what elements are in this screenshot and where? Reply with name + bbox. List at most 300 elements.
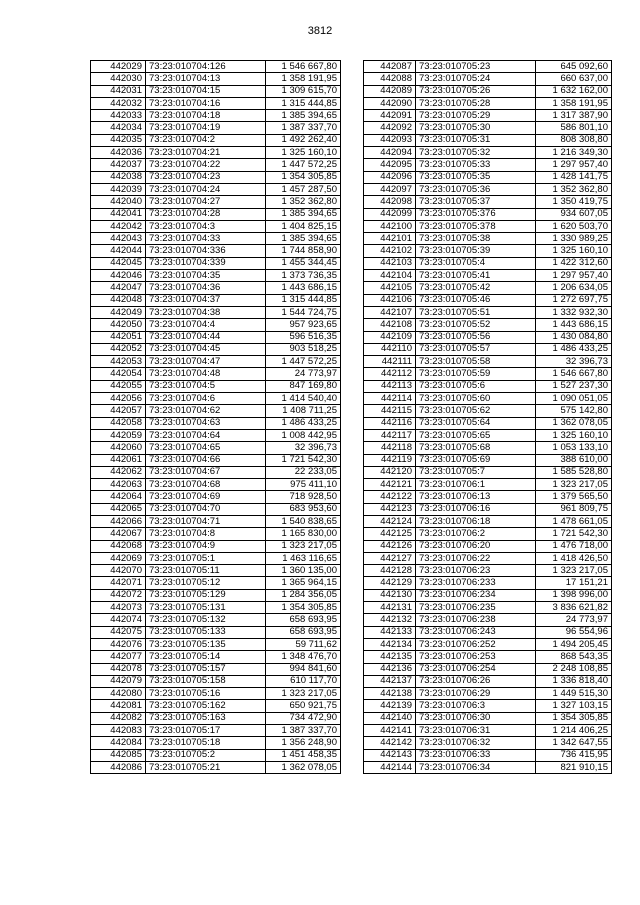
left-table (90, 60, 341, 774)
row-number-cell: 442080 (91, 688, 146, 700)
row-number-cell: 442081 (91, 700, 146, 712)
row-number-cell: 442099 (364, 208, 416, 220)
row-number-cell: 442035 (91, 134, 146, 146)
row-number-cell: 442058 (91, 417, 146, 429)
row-number-cell: 442092 (364, 122, 416, 134)
row-number-cell: 442103 (364, 257, 416, 269)
cadastral-number-cell: 73:23:010705:64 (416, 417, 536, 429)
cadastral-value-cell: 1 008 442,95 (266, 429, 341, 441)
cadastral-number-cell: 73:23:010706:13 (416, 491, 536, 503)
table-row (91, 442, 341, 454)
row-number-cell: 442109 (364, 331, 416, 343)
cadastral-value-cell: 1 492 262,40 (266, 134, 341, 146)
cadastral-number-cell: 73:23:010704:67 (146, 466, 266, 478)
table-row (364, 515, 612, 527)
table-row (364, 393, 612, 405)
cadastral-number-cell: 73:23:010704:3 (146, 220, 266, 232)
cadastral-number-cell: 73:23:010704:63 (146, 417, 266, 429)
row-number-cell: 442110 (364, 343, 416, 355)
row-number-cell: 442102 (364, 245, 416, 257)
table-row (364, 737, 612, 749)
table-row (91, 626, 341, 638)
row-number-cell: 442139 (364, 700, 416, 712)
row-number-cell: 442111 (364, 356, 416, 368)
table-row (364, 97, 612, 109)
cadastral-number-cell: 73:23:010704:36 (146, 282, 266, 294)
row-number-cell: 442112 (364, 368, 416, 380)
table-row (364, 282, 612, 294)
cadastral-number-cell: 73:23:010705:62 (416, 405, 536, 417)
cadastral-value-cell: 1 053 133,10 (536, 442, 612, 454)
cadastral-number-cell: 73:23:010705:38 (416, 233, 536, 245)
cadastral-number-cell: 73:23:010705:46 (416, 294, 536, 306)
table-row (364, 147, 612, 159)
row-number-cell: 442078 (91, 663, 146, 675)
cadastral-number-cell: 73:23:010705:41 (416, 270, 536, 282)
row-number-cell: 442065 (91, 503, 146, 515)
table-row (364, 368, 612, 380)
cadastral-value-cell: 1 387 337,70 (266, 725, 341, 737)
cadastral-number-cell: 73:23:010706:1 (416, 479, 536, 491)
table-row (91, 196, 341, 208)
row-number-cell: 442100 (364, 220, 416, 232)
cadastral-value-cell: 847 169,80 (266, 380, 341, 392)
row-number-cell: 442056 (91, 393, 146, 405)
table-row (91, 454, 341, 466)
cadastral-number-cell: 73:23:010705:42 (416, 282, 536, 294)
cadastral-value-cell: 1 404 825,15 (266, 220, 341, 232)
cadastral-value-cell: 388 610,00 (536, 454, 612, 466)
table-row (91, 171, 341, 183)
cadastral-number-cell: 73:23:010704:6 (146, 393, 266, 405)
row-number-cell: 442144 (364, 761, 416, 773)
cadastral-number-cell: 73:23:010704:126 (146, 61, 266, 73)
cadastral-value-cell: 32 396,73 (536, 356, 612, 368)
cadastral-number-cell: 73:23:010705:21 (146, 761, 266, 773)
cadastral-number-cell: 73:23:010706:16 (416, 503, 536, 515)
cadastral-value-cell: 1 408 711,25 (266, 405, 341, 417)
row-number-cell: 442089 (364, 85, 416, 97)
table-row (91, 233, 341, 245)
cadastral-value-cell: 1 309 615,70 (266, 85, 341, 97)
table-row (91, 577, 341, 589)
cadastral-number-cell: 73:23:010706:30 (416, 712, 536, 724)
row-number-cell: 442082 (91, 712, 146, 724)
cadastral-number-cell: 73:23:010704:38 (146, 306, 266, 318)
row-number-cell: 442055 (91, 380, 146, 392)
cadastral-number-cell: 73:23:010706:234 (416, 589, 536, 601)
row-number-cell: 442079 (91, 675, 146, 687)
cadastral-number-cell: 73:23:010705:11 (146, 565, 266, 577)
row-number-cell: 442060 (91, 442, 146, 454)
row-number-cell: 442039 (91, 183, 146, 195)
cadastral-value-cell: 1 379 565,50 (536, 491, 612, 503)
row-number-cell: 442090 (364, 97, 416, 109)
row-number-cell: 442097 (364, 183, 416, 195)
row-number-cell: 442114 (364, 393, 416, 405)
cadastral-number-cell: 73:23:010705:51 (416, 306, 536, 318)
cadastral-value-cell: 1 336 818,40 (536, 675, 612, 687)
row-number-cell: 442073 (91, 602, 146, 614)
row-number-cell: 442077 (91, 651, 146, 663)
table-row (91, 737, 341, 749)
table-row (91, 725, 341, 737)
cadastral-value-cell: 645 092,60 (536, 61, 612, 73)
cadastral-value-cell: 961 809,75 (536, 503, 612, 515)
cadastral-value-cell: 1 620 503,70 (536, 220, 612, 232)
row-number-cell: 442120 (364, 466, 416, 478)
row-number-cell: 442101 (364, 233, 416, 245)
cadastral-value-cell: 1 449 515,30 (536, 688, 612, 700)
row-number-cell: 442042 (91, 220, 146, 232)
row-number-cell: 442142 (364, 737, 416, 749)
cadastral-number-cell: 73:23:010704:66 (146, 454, 266, 466)
cadastral-value-cell: 2 248 108,85 (536, 663, 612, 675)
cadastral-value-cell: 1 206 634,05 (536, 282, 612, 294)
table-row (364, 294, 612, 306)
table-row (91, 73, 341, 85)
row-number-cell: 442118 (364, 442, 416, 454)
row-number-cell: 442088 (364, 73, 416, 85)
cadastral-value-cell: 17 151,21 (536, 577, 612, 589)
row-number-cell: 442083 (91, 725, 146, 737)
table-row (91, 208, 341, 220)
cadastral-number-cell: 73:23:010704:21 (146, 147, 266, 159)
cadastral-number-cell: 73:23:010705:163 (146, 712, 266, 724)
cadastral-value-cell: 3 836 621,82 (536, 602, 612, 614)
table-row (91, 294, 341, 306)
cadastral-value-cell: 96 554,96 (536, 626, 612, 638)
cadastral-number-cell: 73:23:010705:162 (146, 700, 266, 712)
cadastral-number-cell: 73:23:010706:31 (416, 725, 536, 737)
cadastral-value-cell: 1 165 830,00 (266, 528, 341, 540)
cadastral-value-cell: 1 385 394,65 (266, 208, 341, 220)
cadastral-value-cell: 1 632 162,00 (536, 85, 612, 97)
cadastral-value-cell: 1 272 697,75 (536, 294, 612, 306)
cadastral-number-cell: 73:23:010705:14 (146, 651, 266, 663)
row-number-cell: 442087 (364, 61, 416, 73)
row-number-cell: 442067 (91, 528, 146, 540)
table-row (364, 356, 612, 368)
cadastral-value-cell: 1 546 667,80 (266, 61, 341, 73)
cadastral-value-cell: 650 921,75 (266, 700, 341, 712)
cadastral-value-cell: 1 284 356,05 (266, 589, 341, 601)
row-number-cell: 442032 (91, 97, 146, 109)
table-row (91, 110, 341, 122)
cadastral-value-cell: 734 472,90 (266, 712, 341, 724)
cadastral-value-cell: 59 711,62 (266, 638, 341, 650)
table-row (364, 183, 612, 195)
cadastral-value-cell: 1 451 458,35 (266, 749, 341, 761)
row-number-cell: 442138 (364, 688, 416, 700)
table-row (364, 589, 612, 601)
row-number-cell: 442051 (91, 331, 146, 343)
cadastral-value-cell: 1 365 964,15 (266, 577, 341, 589)
cadastral-number-cell: 73:23:010705:133 (146, 626, 266, 638)
table-row (364, 688, 612, 700)
table-row (91, 356, 341, 368)
cadastral-value-cell: 1 352 362,80 (266, 196, 341, 208)
table-row (91, 552, 341, 564)
table-row (364, 528, 612, 540)
row-number-cell: 442115 (364, 405, 416, 417)
cadastral-number-cell: 73:23:010704:9 (146, 540, 266, 552)
row-number-cell: 442070 (91, 565, 146, 577)
row-number-cell: 442059 (91, 429, 146, 441)
table-row (91, 429, 341, 441)
row-number-cell: 442096 (364, 171, 416, 183)
cadastral-value-cell: 1 585 528,80 (536, 466, 612, 478)
cadastral-value-cell: 1 325 160,10 (536, 429, 612, 441)
row-number-cell: 442041 (91, 208, 146, 220)
table-row (91, 319, 341, 331)
table-row (91, 589, 341, 601)
row-number-cell: 442037 (91, 159, 146, 171)
row-number-cell: 442113 (364, 380, 416, 392)
cadastral-number-cell: 73:23:010704:70 (146, 503, 266, 515)
cadastral-number-cell: 73:23:010704:28 (146, 208, 266, 220)
table-row (91, 602, 341, 614)
table-row (91, 479, 341, 491)
cadastral-value-cell: 821 910,15 (536, 761, 612, 773)
table-row (364, 442, 612, 454)
cadastral-number-cell: 73:23:010705:17 (146, 725, 266, 737)
cadastral-value-cell: 610 117,70 (266, 675, 341, 687)
row-number-cell: 442135 (364, 651, 416, 663)
table-row (91, 257, 341, 269)
row-number-cell: 442119 (364, 454, 416, 466)
cadastral-number-cell: 73:23:010705:18 (146, 737, 266, 749)
table-row (91, 688, 341, 700)
cadastral-value-cell: 1 721 542,30 (266, 454, 341, 466)
cadastral-value-cell: 1 447 572,25 (266, 356, 341, 368)
cadastral-number-cell: 73:23:010705:36 (416, 183, 536, 195)
cadastral-number-cell: 73:23:010704:33 (146, 233, 266, 245)
cadastral-number-cell: 73:23:010704:5 (146, 380, 266, 392)
cadastral-number-cell: 73:23:010704:69 (146, 491, 266, 503)
table-row (91, 417, 341, 429)
table-row (364, 725, 612, 737)
cadastral-value-cell: 1 385 394,65 (266, 233, 341, 245)
table-row (364, 749, 612, 761)
cadastral-number-cell: 73:23:010706:18 (416, 515, 536, 527)
table-row (364, 602, 612, 614)
cadastral-number-cell: 73:23:010706:235 (416, 602, 536, 614)
cadastral-number-cell: 73:23:010704:64 (146, 429, 266, 441)
row-number-cell: 442141 (364, 725, 416, 737)
cadastral-value-cell: 808 308,80 (536, 134, 612, 146)
table-row (91, 749, 341, 761)
row-number-cell: 442084 (91, 737, 146, 749)
cadastral-value-cell: 1 362 078,05 (266, 761, 341, 773)
cadastral-value-cell: 683 953,60 (266, 503, 341, 515)
table-row (91, 712, 341, 724)
table-row (364, 700, 612, 712)
cadastral-number-cell: 73:23:010704:4 (146, 319, 266, 331)
cadastral-number-cell: 73:23:010705:65 (416, 429, 536, 441)
cadastral-number-cell: 73:23:010704:27 (146, 196, 266, 208)
row-number-cell: 442038 (91, 171, 146, 183)
cadastral-value-cell: 1 325 160,10 (536, 245, 612, 257)
table-row (364, 134, 612, 146)
row-number-cell: 442104 (364, 270, 416, 282)
table-row (364, 651, 612, 663)
row-number-cell: 442029 (91, 61, 146, 73)
cadastral-value-cell: 718 928,50 (266, 491, 341, 503)
cadastral-value-cell: 1 332 932,30 (536, 306, 612, 318)
cadastral-number-cell: 73:23:010704:336 (146, 245, 266, 257)
cadastral-number-cell: 73:23:010705:2 (146, 749, 266, 761)
cadastral-number-cell: 73:23:010704:62 (146, 405, 266, 417)
row-number-cell: 442125 (364, 528, 416, 540)
cadastral-value-cell: 1 350 419,75 (536, 196, 612, 208)
table-row (364, 577, 612, 589)
table-row (91, 220, 341, 232)
row-number-cell: 442091 (364, 110, 416, 122)
table-row (91, 503, 341, 515)
table-row (364, 491, 612, 503)
row-number-cell: 442133 (364, 626, 416, 638)
cadastral-number-cell: 73:23:010705:69 (416, 454, 536, 466)
cadastral-number-cell: 73:23:010705:28 (416, 97, 536, 109)
row-number-cell: 442049 (91, 306, 146, 318)
table-row (91, 331, 341, 343)
cadastral-number-cell: 73:23:010706:32 (416, 737, 536, 749)
cadastral-number-cell: 73:23:010706:253 (416, 651, 536, 663)
cadastral-value-cell: 736 415,95 (536, 749, 612, 761)
cadastral-number-cell: 73:23:010705:7 (416, 466, 536, 478)
cadastral-value-cell: 994 841,60 (266, 663, 341, 675)
table-row (91, 282, 341, 294)
table-row (91, 245, 341, 257)
cadastral-number-cell: 73:23:010705:26 (416, 85, 536, 97)
cadastral-number-cell: 73:23:010705:24 (416, 73, 536, 85)
row-number-cell: 442132 (364, 614, 416, 626)
row-number-cell: 442123 (364, 503, 416, 515)
cadastral-value-cell: 1 354 305,85 (266, 171, 341, 183)
cadastral-value-cell: 1 486 433,25 (266, 417, 341, 429)
cadastral-number-cell: 73:23:010704:48 (146, 368, 266, 380)
cadastral-value-cell: 1 216 349,30 (536, 147, 612, 159)
row-number-cell: 442121 (364, 479, 416, 491)
right-table (363, 60, 612, 774)
cadastral-number-cell: 73:23:010705:23 (416, 61, 536, 73)
table-row (91, 565, 341, 577)
cadastral-number-cell: 73:23:010704:8 (146, 528, 266, 540)
cadastral-number-cell: 73:23:010706:23 (416, 565, 536, 577)
table-row (91, 270, 341, 282)
row-number-cell: 442040 (91, 196, 146, 208)
cadastral-value-cell: 1 443 686,15 (536, 319, 612, 331)
cadastral-value-cell: 1 356 248,90 (266, 737, 341, 749)
cadastral-number-cell: 73:23:010704:23 (146, 171, 266, 183)
cadastral-value-cell: 1 385 394,65 (266, 110, 341, 122)
cadastral-value-cell: 1 428 141,75 (536, 171, 612, 183)
row-number-cell: 442061 (91, 454, 146, 466)
cadastral-value-cell: 1 360 135,00 (266, 565, 341, 577)
table-row (91, 393, 341, 405)
row-number-cell: 442105 (364, 282, 416, 294)
cadastral-number-cell: 73:23:010704:339 (146, 257, 266, 269)
table-row (364, 380, 612, 392)
cadastral-number-cell: 73:23:010705:131 (146, 602, 266, 614)
table-row (91, 85, 341, 97)
table-row (364, 565, 612, 577)
cadastral-value-cell: 1 348 476,70 (266, 651, 341, 663)
row-number-cell: 442136 (364, 663, 416, 675)
table-row (364, 233, 612, 245)
table-row (364, 429, 612, 441)
cadastral-value-cell: 1 362 078,05 (536, 417, 612, 429)
cadastral-value-cell: 1 323 217,05 (266, 688, 341, 700)
cadastral-number-cell: 73:23:010704:13 (146, 73, 266, 85)
table-row (364, 614, 612, 626)
table-row (364, 343, 612, 355)
row-number-cell: 442057 (91, 405, 146, 417)
cadastral-value-cell: 1 744 858,90 (266, 245, 341, 257)
table-row (364, 417, 612, 429)
table-row (91, 700, 341, 712)
row-number-cell: 442054 (91, 368, 146, 380)
table-row (364, 638, 612, 650)
cadastral-number-cell: 73:23:010704:37 (146, 294, 266, 306)
cadastral-value-cell: 1 494 205,45 (536, 638, 612, 650)
cadastral-value-cell: 957 923,65 (266, 319, 341, 331)
table-row (91, 528, 341, 540)
cadastral-number-cell: 73:23:010706:254 (416, 663, 536, 675)
cadastral-value-cell: 934 607,05 (536, 208, 612, 220)
table-row (91, 159, 341, 171)
table-row (364, 270, 612, 282)
cadastral-value-cell: 1 315 444,85 (266, 294, 341, 306)
table-row (91, 134, 341, 146)
cadastral-value-cell: 24 773,97 (266, 368, 341, 380)
cadastral-value-cell: 975 411,10 (266, 479, 341, 491)
row-number-cell: 442093 (364, 134, 416, 146)
cadastral-value-cell: 22 233,05 (266, 466, 341, 478)
row-number-cell: 442074 (91, 614, 146, 626)
row-number-cell: 442076 (91, 638, 146, 650)
table-row (91, 183, 341, 195)
cadastral-value-cell: 868 543,35 (536, 651, 612, 663)
cadastral-number-cell: 73:23:010704:2 (146, 134, 266, 146)
table-row (364, 73, 612, 85)
row-number-cell: 442122 (364, 491, 416, 503)
cadastral-number-cell: 73:23:010705:1 (146, 552, 266, 564)
cadastral-value-cell: 1 354 305,85 (266, 602, 341, 614)
table-row (91, 61, 341, 73)
row-number-cell: 442143 (364, 749, 416, 761)
cadastral-number-cell: 73:23:010705:16 (146, 688, 266, 700)
cadastral-value-cell: 1 214 406,25 (536, 725, 612, 737)
row-number-cell: 442062 (91, 466, 146, 478)
cadastral-value-cell: 1 478 661,05 (536, 515, 612, 527)
table-row (364, 479, 612, 491)
cadastral-number-cell: 73:23:010704:45 (146, 343, 266, 355)
table-row (364, 245, 612, 257)
cadastral-value-cell: 1 297 957,40 (536, 270, 612, 282)
cadastral-value-cell: 1 325 160,10 (266, 147, 341, 159)
table-row (364, 663, 612, 675)
row-number-cell: 442068 (91, 540, 146, 552)
row-number-cell: 442033 (91, 110, 146, 122)
table-row (91, 97, 341, 109)
cadastral-value-cell: 596 516,35 (266, 331, 341, 343)
table-row (91, 368, 341, 380)
row-number-cell: 442131 (364, 602, 416, 614)
cadastral-value-cell: 24 773,97 (536, 614, 612, 626)
cadastral-number-cell: 73:23:010705:33 (416, 159, 536, 171)
